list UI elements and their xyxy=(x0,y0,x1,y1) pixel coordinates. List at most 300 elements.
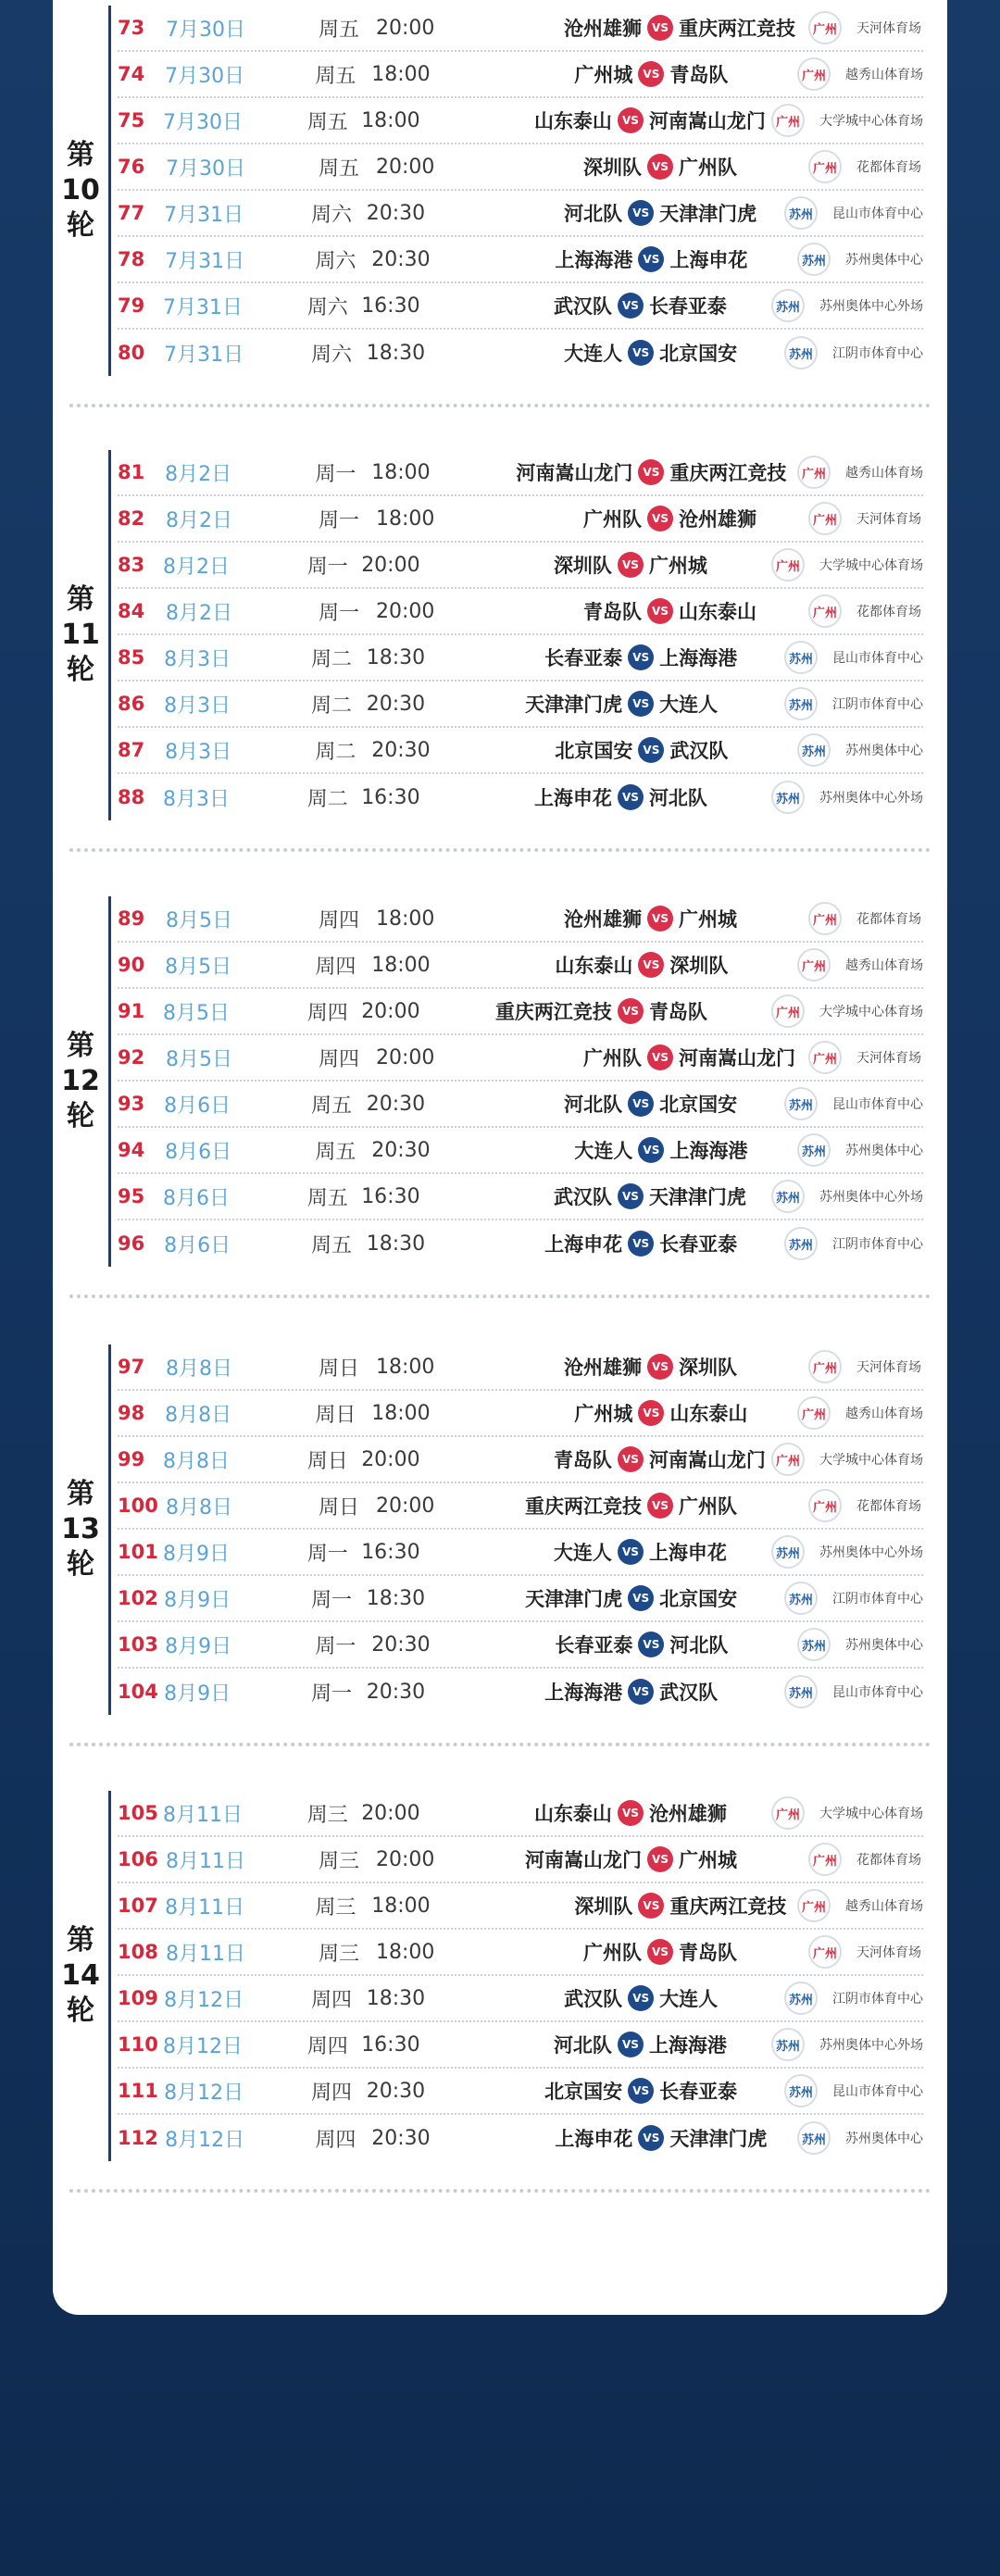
city-badge: 苏州 xyxy=(771,1180,805,1213)
match-venue: 天河体育场 xyxy=(856,1945,921,1960)
home-team: 河南嵩山龙门 xyxy=(525,1849,642,1871)
vs-badge-icon: VS xyxy=(618,1800,644,1826)
home-team: 广州队 xyxy=(583,1942,642,1964)
vs-badge-icon: VS xyxy=(618,552,644,578)
match-venue: 昆山市体育中心 xyxy=(832,1097,923,1112)
away-team: 天津津门虎 xyxy=(659,203,757,225)
match-number: 85 xyxy=(118,646,145,669)
home-team: 青岛队 xyxy=(583,601,642,623)
match-date: 8月12日 xyxy=(164,2081,244,2105)
match-number: 78 xyxy=(118,248,145,270)
city-badge: 广州 xyxy=(808,594,842,628)
vs-badge-icon: VS xyxy=(647,906,673,932)
match-date: 8月6日 xyxy=(165,1140,232,1164)
match-number: 103 xyxy=(118,1633,158,1656)
match-time: 16:30 xyxy=(361,294,420,318)
round-label-part: 12 xyxy=(61,1065,100,1097)
match-time: 20:30 xyxy=(371,247,431,271)
away-team: 上海海港 xyxy=(659,647,738,669)
vs-badge-icon: VS xyxy=(647,1044,673,1070)
match-row xyxy=(118,1530,923,1576)
home-team: 上海申花 xyxy=(555,2128,633,2150)
round-label-part: 轮 xyxy=(67,1548,94,1581)
match-weekday: 周二 xyxy=(311,647,353,671)
match-row xyxy=(118,1174,923,1220)
match-time: 20:00 xyxy=(376,1847,435,1871)
vs-badge-icon: VS xyxy=(618,1539,644,1565)
away-team: 广州城 xyxy=(679,908,737,931)
match-venue: 大学城中心体育场 xyxy=(819,1453,923,1468)
match-date: 8月8日 xyxy=(166,1357,232,1381)
match-date: 8月6日 xyxy=(164,1233,231,1257)
match-venue: 越秀山体育场 xyxy=(845,958,924,973)
away-team: 上海海港 xyxy=(669,1140,748,1162)
match-weekday: 周四 xyxy=(311,1988,353,2012)
match-number: 106 xyxy=(118,1848,158,1870)
match-weekday: 周六 xyxy=(306,295,348,319)
match-venue: 天河体育场 xyxy=(856,1360,921,1375)
round-label xyxy=(55,1477,106,1582)
match-row xyxy=(118,98,923,144)
match-row xyxy=(118,635,923,682)
vs-badge-icon: VS xyxy=(638,1893,664,1919)
match-number: 102 xyxy=(118,1587,158,1609)
home-team: 山东泰山 xyxy=(533,1803,612,1825)
match-weekday: 周二 xyxy=(315,740,356,764)
match-venue: 昆山市体育中心 xyxy=(832,2084,923,2099)
city-badge: 苏州 xyxy=(784,641,818,674)
round-label xyxy=(55,1923,106,2029)
vs-badge-icon: VS xyxy=(628,1585,654,1611)
home-team: 北京国安 xyxy=(555,740,633,762)
city-badge: 苏州 xyxy=(784,1675,818,1708)
match-time: 18:00 xyxy=(371,62,431,86)
away-team: 上海海港 xyxy=(648,2034,727,2057)
city-badge: 苏州 xyxy=(797,1628,831,1661)
match-venue: 天河体育场 xyxy=(856,512,921,527)
vs-badge-icon: VS xyxy=(647,1354,673,1380)
home-team: 青岛队 xyxy=(553,1449,612,1471)
city-badge: 苏州 xyxy=(784,1582,818,1615)
vs-badge-icon: VS xyxy=(638,1400,664,1426)
city-badge: 苏州 xyxy=(771,1535,805,1569)
match-number: 94 xyxy=(118,1139,145,1161)
round-label-part: 第 xyxy=(67,1478,94,1510)
match-number: 96 xyxy=(118,1232,145,1255)
match-number: 76 xyxy=(118,156,145,178)
round-separator xyxy=(69,1743,931,1746)
match-venue: 昆山市体育中心 xyxy=(832,1685,923,1700)
match-time: 20:00 xyxy=(361,999,420,1023)
match-number: 110 xyxy=(118,2033,158,2056)
match-weekday: 周三 xyxy=(306,1803,348,1827)
match-time: 20:30 xyxy=(366,1680,426,1704)
match-number: 90 xyxy=(118,954,145,976)
match-row xyxy=(118,543,923,589)
match-time: 18:00 xyxy=(371,953,431,977)
match-venue: 苏州奥体中心 xyxy=(845,1638,924,1653)
vs-badge-icon: VS xyxy=(628,1679,654,1705)
match-weekday: 周一 xyxy=(311,1588,353,1612)
round-separator xyxy=(69,404,931,407)
match-weekday: 周五 xyxy=(315,64,356,88)
match-weekday: 周一 xyxy=(315,462,356,486)
match-date: 8月5日 xyxy=(163,1001,231,1025)
home-team: 河南嵩山龙门 xyxy=(516,462,633,484)
city-badge: 苏州 xyxy=(784,336,818,369)
match-venue: 苏州奥体中心外场 xyxy=(819,1190,923,1205)
vs-badge-icon: VS xyxy=(628,1231,654,1257)
match-weekday: 周一 xyxy=(306,555,348,579)
match-row xyxy=(118,1128,923,1174)
match-row xyxy=(118,1576,923,1622)
home-team: 深圳队 xyxy=(574,1895,633,1918)
match-time: 20:30 xyxy=(371,738,431,762)
home-team: 上海海港 xyxy=(555,249,633,271)
match-weekday: 周一 xyxy=(319,601,360,625)
match-time: 18:00 xyxy=(376,1355,435,1379)
city-badge: 广州 xyxy=(771,1796,805,1830)
home-team: 深圳队 xyxy=(553,555,612,577)
away-team: 大连人 xyxy=(659,694,719,716)
vs-badge-icon: VS xyxy=(628,691,654,717)
match-weekday: 周日 xyxy=(315,1403,356,1427)
city-badge: 苏州 xyxy=(784,196,818,230)
away-team: 上海申花 xyxy=(648,1542,727,1564)
vs-badge-icon: VS xyxy=(647,1493,673,1519)
vs-badge-icon: VS xyxy=(647,15,673,41)
match-date: 7月30日 xyxy=(163,110,244,134)
city-badge: 广州 xyxy=(771,994,805,1028)
away-team: 上海申花 xyxy=(669,249,748,271)
match-date: 7月30日 xyxy=(166,156,245,181)
match-venue: 越秀山体育场 xyxy=(845,68,924,82)
home-team: 深圳队 xyxy=(583,156,642,179)
match-weekday: 周五 xyxy=(311,1233,353,1257)
home-team: 河北队 xyxy=(564,203,623,225)
city-badge: 广州 xyxy=(808,902,842,935)
match-time: 16:30 xyxy=(361,1184,420,1208)
city-badge: 广州 xyxy=(808,11,842,44)
city-badge: 广州 xyxy=(797,456,831,489)
match-number: 98 xyxy=(118,1402,145,1424)
vs-badge-icon: VS xyxy=(618,998,644,1024)
match-time: 18:00 xyxy=(371,1401,431,1425)
match-time: 18:00 xyxy=(371,1894,431,1918)
match-time: 18:00 xyxy=(376,907,435,931)
round-label-part: 第 xyxy=(67,583,94,616)
match-weekday: 周四 xyxy=(311,2081,353,2105)
home-team: 武汉队 xyxy=(564,1988,623,2010)
match-row xyxy=(118,2022,923,2069)
match-weekday: 周一 xyxy=(319,508,360,532)
round-label-part: 第 xyxy=(67,1924,94,1957)
vs-badge-icon: VS xyxy=(618,784,644,810)
match-number: 97 xyxy=(118,1356,145,1378)
city-badge: 苏州 xyxy=(797,243,831,276)
city-badge: 广州 xyxy=(808,1489,842,1522)
match-number: 73 xyxy=(118,17,145,39)
home-team: 天津津门虎 xyxy=(525,694,623,716)
match-date: 8月11日 xyxy=(165,1895,245,1919)
vs-badge-icon: VS xyxy=(628,340,654,366)
away-team: 北京国安 xyxy=(659,1588,738,1610)
round-label xyxy=(55,582,106,688)
home-team: 河北队 xyxy=(553,2034,612,2057)
match-time: 18:00 xyxy=(376,506,435,531)
match-row xyxy=(118,144,923,191)
match-row xyxy=(118,774,923,820)
match-row xyxy=(118,728,923,774)
away-team: 广州队 xyxy=(679,156,737,179)
away-team: 长春亚泰 xyxy=(659,2081,738,2103)
match-time: 20:00 xyxy=(376,1494,435,1518)
match-weekday: 周三 xyxy=(315,1895,356,1919)
match-row xyxy=(118,6,923,52)
match-date: 8月6日 xyxy=(163,1186,231,1210)
match-time: 20:00 xyxy=(361,1801,420,1825)
vs-badge-icon: VS xyxy=(647,506,673,531)
home-team: 山东泰山 xyxy=(533,110,612,132)
vs-badge-icon: VS xyxy=(647,1939,673,1965)
match-row xyxy=(118,1483,923,1530)
match-number: 87 xyxy=(118,739,145,761)
match-row xyxy=(118,1220,923,1267)
match-date: 7月31日 xyxy=(164,203,244,227)
home-team: 沧州雄狮 xyxy=(564,1357,642,1379)
match-weekday: 周一 xyxy=(306,1542,348,1566)
match-time: 20:30 xyxy=(371,1138,431,1162)
match-row xyxy=(118,1437,923,1483)
home-team: 上海申花 xyxy=(533,787,612,809)
match-number: 101 xyxy=(118,1541,158,1563)
match-date: 8月12日 xyxy=(164,1988,244,2012)
city-badge: 广州 xyxy=(797,57,831,91)
match-number: 112 xyxy=(118,2127,158,2149)
home-team: 大连人 xyxy=(564,343,623,365)
city-badge: 广州 xyxy=(771,104,805,137)
match-venue: 越秀山体育场 xyxy=(845,1407,924,1421)
match-date: 8月8日 xyxy=(166,1495,232,1519)
away-team: 山东泰山 xyxy=(679,601,756,623)
match-number: 91 xyxy=(118,1000,145,1022)
vs-badge-icon: VS xyxy=(628,644,654,670)
match-number: 100 xyxy=(118,1494,158,1517)
away-team: 沧州雄狮 xyxy=(679,508,756,531)
match-weekday: 周日 xyxy=(319,1495,360,1519)
match-time: 18:30 xyxy=(366,1586,426,1610)
away-team: 重庆两江竞技 xyxy=(669,1895,787,1918)
match-time: 16:30 xyxy=(361,2032,420,2057)
round-bar xyxy=(108,6,111,376)
round-label-part: 轮 xyxy=(67,654,94,686)
away-team: 重庆两江竞技 xyxy=(669,462,787,484)
match-row xyxy=(118,1930,923,1976)
match-row xyxy=(118,496,923,543)
match-venue: 大学城中心体育场 xyxy=(819,1807,923,1821)
match-venue: 苏州奥体中心 xyxy=(845,253,924,268)
city-badge: 苏州 xyxy=(784,2074,818,2107)
round-separator xyxy=(69,2189,931,2193)
vs-badge-icon: VS xyxy=(628,200,654,226)
match-row xyxy=(118,1791,923,1837)
round-label-part: 14 xyxy=(61,1959,100,1992)
match-row xyxy=(118,943,923,989)
match-row xyxy=(118,896,923,943)
away-team: 河北队 xyxy=(648,787,707,809)
match-weekday: 周四 xyxy=(306,1001,348,1025)
match-date: 8月2日 xyxy=(163,555,231,579)
match-date: 8月9日 xyxy=(164,1588,231,1612)
round-label-part: 第 xyxy=(67,139,94,171)
match-date: 8月12日 xyxy=(163,2034,244,2058)
match-number: 111 xyxy=(118,2080,158,2102)
vs-badge-icon: VS xyxy=(638,1137,664,1163)
vs-badge-icon: VS xyxy=(647,1846,673,1872)
match-date: 8月11日 xyxy=(166,1942,245,1966)
home-team: 大连人 xyxy=(574,1140,633,1162)
match-time: 20:00 xyxy=(376,16,435,40)
match-number: 105 xyxy=(118,1802,158,1824)
home-team: 广州城 xyxy=(574,1403,633,1425)
match-row xyxy=(118,589,923,635)
match-venue: 苏州奥体中心 xyxy=(845,744,924,758)
match-number: 75 xyxy=(118,109,145,131)
match-date: 8月2日 xyxy=(166,601,232,625)
city-badge: 广州 xyxy=(808,150,842,183)
match-time: 20:00 xyxy=(361,1447,420,1471)
match-time: 20:30 xyxy=(366,201,426,225)
vs-badge-icon: VS xyxy=(618,107,644,133)
match-venue: 苏州奥体中心外场 xyxy=(819,791,923,806)
away-team: 长春亚泰 xyxy=(648,295,727,318)
home-team: 沧州雄狮 xyxy=(564,18,642,40)
match-venue: 大学城中心体育场 xyxy=(819,114,923,129)
match-time: 20:00 xyxy=(361,553,420,577)
match-venue: 天河体育场 xyxy=(856,21,921,36)
match-date: 7月30日 xyxy=(165,64,245,88)
city-badge: 广州 xyxy=(771,1443,805,1476)
vs-badge-icon: VS xyxy=(647,598,673,624)
away-team: 天津津门虎 xyxy=(669,2128,768,2150)
match-date: 8月3日 xyxy=(164,694,231,718)
city-badge: 广州 xyxy=(808,1041,842,1074)
match-date: 8月5日 xyxy=(166,908,232,932)
round-separator xyxy=(69,1294,931,1298)
round-label-part: 第 xyxy=(67,1030,94,1062)
match-time: 20:30 xyxy=(366,2079,426,2103)
round-bar xyxy=(108,896,111,1267)
round-label-part: 轮 xyxy=(67,209,94,242)
away-team: 广州队 xyxy=(679,1495,737,1518)
away-team: 武汉队 xyxy=(659,1682,719,1704)
away-team: 青岛队 xyxy=(648,1001,707,1023)
city-badge: 广州 xyxy=(808,1843,842,1876)
city-badge: 苏州 xyxy=(797,733,831,767)
match-number: 95 xyxy=(118,1185,145,1207)
match-row xyxy=(118,237,923,283)
vs-badge-icon: VS xyxy=(638,1632,664,1657)
match-venue: 大学城中心体育场 xyxy=(819,558,923,573)
away-team: 河南嵩山龙门 xyxy=(648,110,766,132)
match-venue: 江阴市体育中心 xyxy=(832,697,923,712)
away-team: 广州城 xyxy=(679,1849,737,1871)
home-team: 山东泰山 xyxy=(555,955,633,977)
match-row xyxy=(118,1391,923,1437)
match-number: 92 xyxy=(118,1046,145,1069)
match-venue: 越秀山体育场 xyxy=(845,466,924,481)
match-weekday: 周三 xyxy=(319,1849,360,1873)
match-row xyxy=(118,1082,923,1128)
match-weekday: 周四 xyxy=(319,908,360,932)
away-team: 广州城 xyxy=(648,555,707,577)
home-team: 广州队 xyxy=(583,1047,642,1069)
vs-badge-icon: VS xyxy=(638,2125,664,2151)
vs-badge-icon: VS xyxy=(638,246,664,272)
match-number: 74 xyxy=(118,63,145,85)
match-weekday: 周一 xyxy=(315,1634,356,1658)
match-row xyxy=(118,283,923,330)
match-row xyxy=(118,2115,923,2161)
city-badge: 苏州 xyxy=(797,1133,831,1167)
match-number: 99 xyxy=(118,1448,145,1470)
vs-badge-icon: VS xyxy=(638,737,664,763)
match-weekday: 周六 xyxy=(311,203,353,227)
away-team: 青岛队 xyxy=(679,1942,737,1964)
vs-badge-icon: VS xyxy=(628,1985,654,2011)
city-badge: 苏州 xyxy=(771,289,805,322)
match-date: 8月12日 xyxy=(165,2128,245,2152)
vs-badge-icon: VS xyxy=(628,1091,654,1117)
match-date: 8月5日 xyxy=(165,955,232,979)
round-label-part: 轮 xyxy=(67,1995,94,2027)
away-team: 深圳队 xyxy=(669,955,729,977)
home-team: 沧州雄狮 xyxy=(564,908,642,931)
away-team: 北京国安 xyxy=(659,1094,738,1116)
match-venue: 苏州奥体中心 xyxy=(845,1144,924,1158)
match-date: 8月5日 xyxy=(166,1047,232,1071)
match-time: 18:30 xyxy=(366,1986,426,2010)
match-venue: 苏州奥体中心外场 xyxy=(819,299,923,314)
match-number: 88 xyxy=(118,786,145,808)
vs-badge-icon: VS xyxy=(638,952,664,978)
away-team: 长春亚泰 xyxy=(659,1233,738,1256)
round-bar xyxy=(108,1791,111,2161)
city-badge: 广州 xyxy=(771,548,805,581)
match-date: 7月30日 xyxy=(166,18,245,42)
footer xyxy=(0,2315,1000,2576)
match-number: 86 xyxy=(118,693,145,715)
match-row xyxy=(118,52,923,98)
home-team: 天津津门虎 xyxy=(525,1588,623,1610)
home-team: 大连人 xyxy=(553,1542,612,1564)
city-badge: 广州 xyxy=(797,1889,831,1922)
match-date: 7月31日 xyxy=(164,343,244,367)
away-team: 大连人 xyxy=(659,1988,719,2010)
match-row xyxy=(118,1976,923,2022)
match-date: 8月8日 xyxy=(163,1449,231,1473)
match-time: 20:30 xyxy=(371,2126,431,2150)
match-time: 20:00 xyxy=(376,1045,435,1069)
match-date: 7月31日 xyxy=(163,295,244,319)
vs-badge-icon: VS xyxy=(638,61,664,87)
match-weekday: 周六 xyxy=(315,249,356,273)
match-date: 8月3日 xyxy=(165,740,232,764)
match-row xyxy=(118,1622,923,1669)
match-weekday: 周五 xyxy=(311,1094,353,1118)
match-number: 107 xyxy=(118,1894,158,1917)
round-bar xyxy=(108,450,111,820)
